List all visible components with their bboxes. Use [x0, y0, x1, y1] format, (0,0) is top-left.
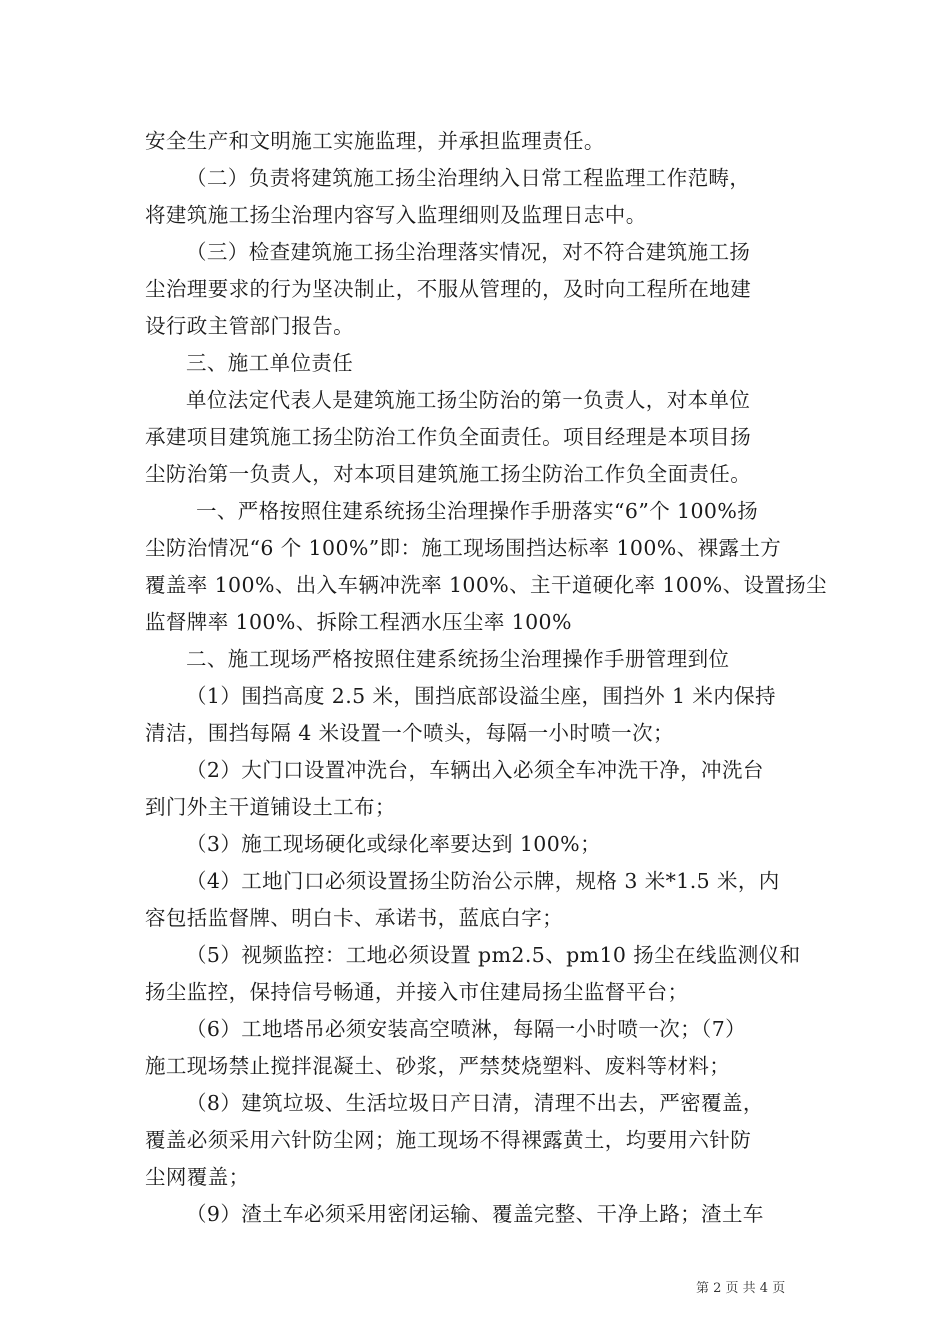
section-heading: 三、施工单位责任	[186, 351, 354, 375]
text-line: 覆盖必须采用六针防尘网；施工现场不得裸露黄土，均要用六针防	[145, 1128, 752, 1152]
text-line: 设行政主管部门报告。	[145, 314, 354, 338]
text-line: 容包括监督牌、明白卡、承诺书，蓝底白字；	[145, 906, 563, 930]
text-line: 将建筑施工扬尘治理内容写入监理细则及监理日志中。	[145, 203, 647, 227]
text-line: 尘防治第一负责人，对本项目建筑施工扬尘防治工作负全面责任。	[145, 462, 752, 486]
page-number: 第 2 页 共 4 页	[696, 1281, 786, 1296]
text-line: 清洁，围挡每隔 4 米设置一个喷头，每隔一小时喷一次；	[145, 721, 674, 745]
text-line: 施工现场禁止搅拌混凝土、砂浆，严禁焚烧塑料、废料等材料；	[145, 1054, 731, 1078]
text-line: （4）工地门口必须设置扬尘防治公示牌，规格 3 米*1.5 米，内	[186, 869, 780, 893]
text-line: （9）渣土车必须采用密闭运输、覆盖完整、干净上路；渣土车	[186, 1202, 764, 1226]
text-line: （2）大门口设置冲洗台，车辆出入必须全车冲洗干净，冲洗台	[186, 758, 764, 782]
text-line: （6）工地塔吊必须安装高空喷淋，每隔一小时喷一次；（7）	[186, 1017, 747, 1041]
text-line: 二、施工现场严格按照住建系统扬尘治理操作手册管理到位	[186, 647, 730, 671]
text-line: 扬尘监控，保持信号畅通，并接入市住建局扬尘监督平台；	[145, 980, 689, 1004]
text-line: 安全生产和文明施工实施监理，并承担监理责任。	[145, 129, 605, 153]
text-line: 一、严格按照住建系统扬尘治理操作手册落实“6”个 100%扬	[196, 499, 759, 523]
text-line: 覆盖率 100%、出入车辆冲洗率 100%、主干道硬化率 100%、设置扬尘	[145, 573, 828, 597]
text-line: 监督牌率 100%、拆除工程洒水压尘率 100%	[145, 610, 572, 634]
text-line: （二）负责将建筑施工扬尘治理纳入日常工程监理工作范畴，	[186, 166, 751, 190]
text-line: （1）围挡高度 2.5 米，围挡底部设溢尘座，围挡外 1 米内保持	[186, 684, 776, 708]
text-line: （5）视频监控：工地必须设置 pm2.5、pm10 扬尘在线监测仪和	[186, 943, 801, 967]
text-line: 单位法定代表人是建筑施工扬尘防治的第一负责人，对本单位	[186, 388, 751, 412]
text-line: 承建项目建筑施工扬尘防治工作负全面责任。项目经理是本项目扬	[145, 425, 752, 449]
text-line: （8）建筑垃圾、生活垃圾日产日清，清理不出去，严密覆盖，	[186, 1091, 764, 1115]
text-line: 到门外主干道铺设土工布；	[145, 795, 396, 819]
text-line: （3）施工现场硬化或绿化率要达到 100%；	[186, 832, 601, 856]
text-line: 尘治理要求的行为坚决制止，不服从管理的，及时向工程所在地建	[145, 277, 752, 301]
text-line: （三）检查建筑施工扬尘治理落实情况，对不符合建筑施工扬	[186, 240, 751, 264]
text-line: 尘网覆盖；	[145, 1165, 250, 1189]
text-line: 尘防治情况“6 个 100%”即：施工现场围挡达标率 100%、裸露土方	[145, 536, 782, 560]
